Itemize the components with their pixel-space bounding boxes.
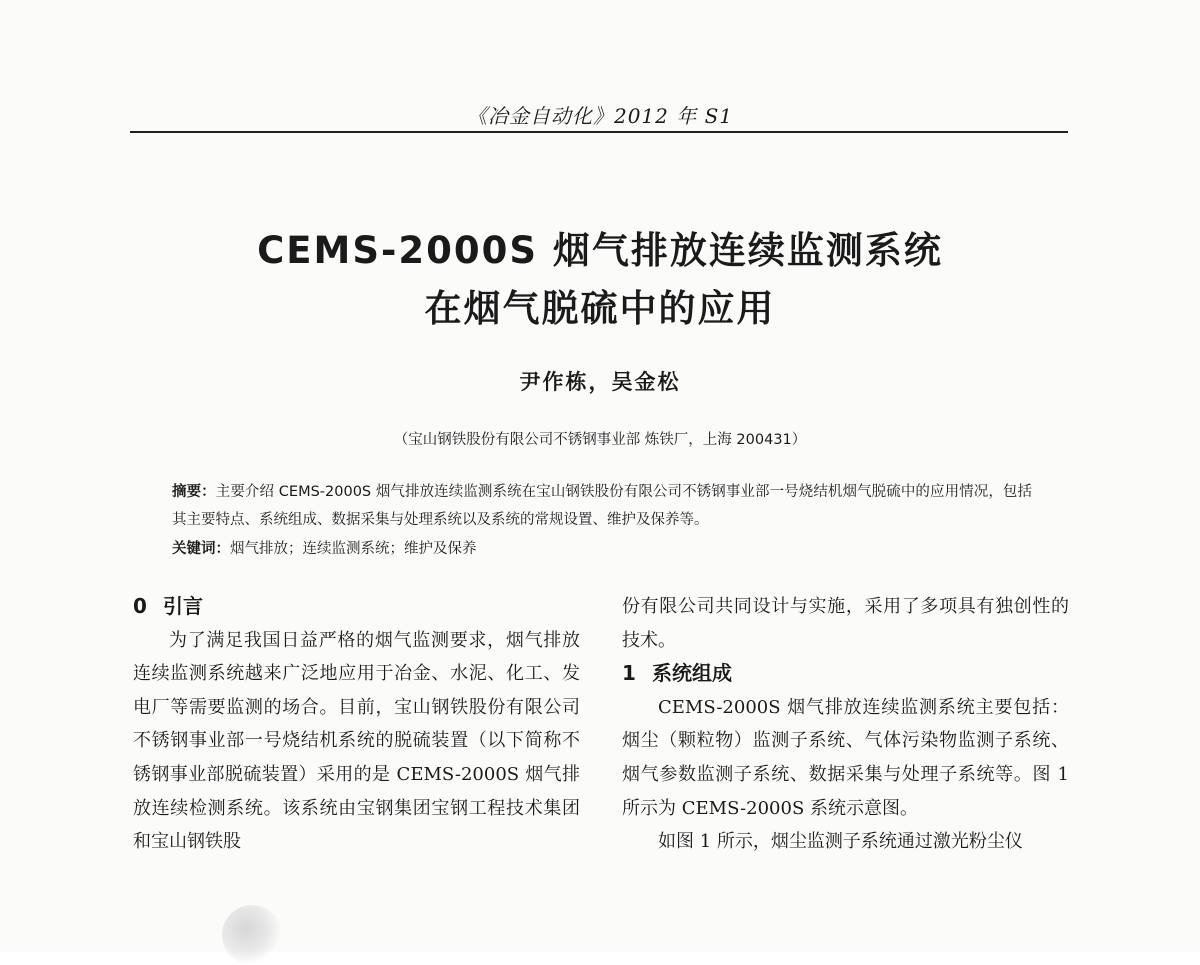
section-0-title: 引言	[163, 594, 203, 618]
section-0-heading	[133, 590, 580, 624]
section-1-paragraph-1: CEMS-2000S 烟气排放连续监测系统主要包括：烟尘（颗粒物）监测子系统、气体污染物监测子系统、烟气参数监测子系统、数据采集与处理子系统等。图 1 所示为 CEMS-2000S 系统示意图。	[622, 696, 1069, 819]
section-1-title: 系统组成	[652, 661, 732, 686]
authors: 尹作栋，吴金松	[519, 369, 681, 394]
abstract-label: 摘要：	[172, 484, 216, 500]
section-1-paragraph-2: 如图 1 所示，烟尘监测子系统通过激光粉尘仪	[658, 831, 1023, 853]
right-column	[622, 590, 1069, 859]
keywords-text: 烟气排放；连续监测系统；维护及保养	[230, 541, 477, 557]
section-1-number: 1	[622, 661, 636, 686]
section-1-heading	[622, 657, 1069, 691]
title-line-1: CEMS-2000S 烟气排放连续监测系统	[257, 229, 943, 272]
keywords-label: 关键词：	[172, 541, 230, 557]
section-0-paragraph: 为了满足我国日益严格的烟气监测要求，烟气排放连续监测系统越来广泛地应用于冶金、水泥、化工、发电厂等需要监测的场合。目前，宝山钢铁股份有限公司不锈钢事业部一号烧结机系统的脱硫装置（以下简称不锈钢事业部脱硫装置）采用的是 CEMS-2000S 烟气排放连续检测系统。该系统由宝钢集团宝钢工程技术集团和宝山钢铁股	[133, 629, 580, 853]
keywords	[172, 535, 1032, 563]
section-0-number: 0	[133, 594, 147, 618]
header-rule	[130, 131, 1068, 133]
continued-paragraph: 份有限公司共同设计与实施，采用了多项具有独创性的技术。	[622, 596, 1069, 651]
title-line-2: 在烟气脱硫中的应用	[424, 287, 776, 330]
abstract	[172, 478, 1032, 534]
journal-header: 《冶金自动化》2012 年 S1	[466, 104, 734, 128]
affiliation: （宝山钢铁股份有限公司不锈钢事业部 炼铁厂，上海 200431）	[393, 432, 807, 448]
left-column	[133, 590, 580, 859]
abstract-text: 主要介绍 CEMS-2000S 烟气排放连续监测系统在宝山钢铁股份有限公司不锈钢事业部一号烧结机烟气脱硫中的应用情况，包括其主要特点、系统组成、数据采集与处理系统以及系统的常规设置、维护及保养等。	[172, 484, 1033, 528]
scan-smudge	[222, 905, 282, 965]
